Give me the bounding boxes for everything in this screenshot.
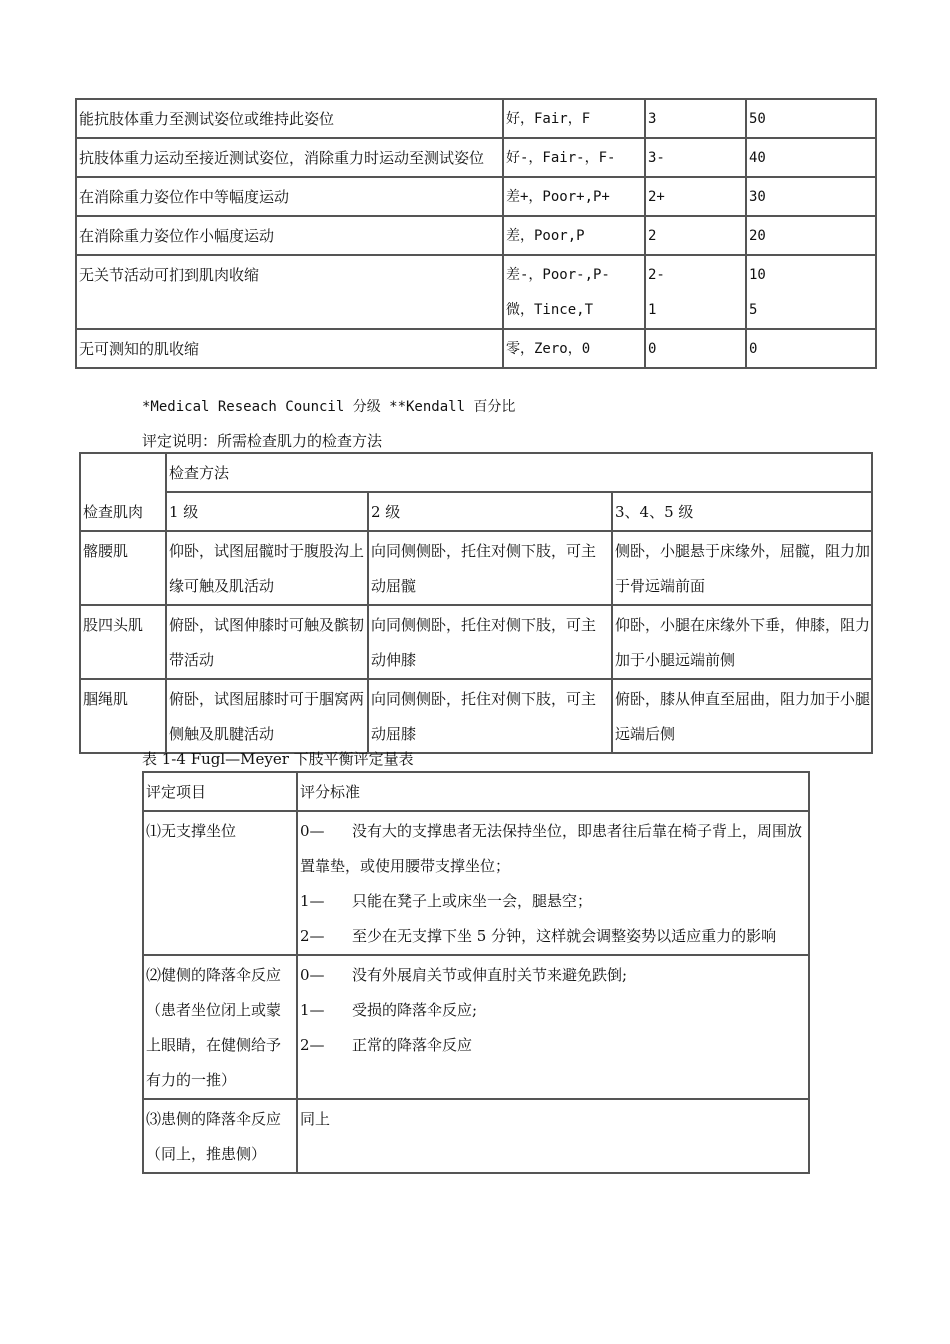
column-header-criteria: 评分标准 [297,772,809,811]
column-header-grade1: 1 级 [166,492,368,531]
mrc-grade: 好，Fair，F [503,99,645,138]
mrc-grade: 差，Poor,P [503,216,645,255]
criteria-text: 至少在无支撑下坐 5 分钟，这样就会调整姿势以适应重力的影响 [352,927,777,945]
grade-number [645,255,746,329]
mrc-grade [503,255,645,329]
grade-description: 无可测知的肌收缩 [76,329,503,368]
column-header-grade2: 2 级 [368,492,612,531]
kendall-percent: 30 [746,177,876,216]
table-row [143,811,809,955]
fm-item: ⑴无支撑坐位 [143,811,297,955]
method-table [79,452,873,754]
column-header-item: 评定项目 [143,772,297,811]
grade2-method: 向同侧侧卧，托住对侧下肢，可主动伸膝 [368,605,612,679]
fm-item: ⑶患侧的降落伞反应（同上，推患侧） [143,1099,297,1173]
fm-table [142,771,810,1174]
table-row [76,177,876,216]
grade345-method: 侧卧，小腿悬于床缘外，屈髋，阻力加于骨远端前面 [612,531,872,605]
table-row [76,99,876,138]
criteria-line [300,993,807,1028]
grade-number: 2+ [645,177,746,216]
fm-criteria [297,955,809,1099]
muscle-name: 腘绳肌 [80,679,166,753]
table-row [80,605,872,679]
table-header-row [143,772,809,811]
mrc-grade: 零，Zero，0 [503,329,645,368]
grade-number-line2: 1 [648,302,657,318]
table-row [76,216,876,255]
criteria-text: 没有大的支撑患者无法保持坐位，即患者往后靠在椅子背上，周围放置靠垫，或使用腰带支撑坐位； [300,822,803,875]
grade-number-line1: 2- [648,267,665,283]
grade-number: 3 [645,99,746,138]
grade-number: 0 [645,329,746,368]
kendall-percent-line2: 5 [749,302,758,318]
kendall-percent-line1: 10 [749,267,766,283]
table-row [76,255,876,329]
criteria-score: 0— [300,966,325,984]
criteria-line [300,958,807,993]
footnote: *Medical Reseach Council 分级 **Kendall 百分比 [142,399,516,415]
kendall-percent [746,255,876,329]
criteria-score: 0— [300,822,325,840]
grade-number: 3- [645,138,746,177]
criteria-score: 1— [300,892,325,910]
mrc-grade: 差+，Poor+,P+ [503,177,645,216]
criteria-line [300,814,807,884]
mrc-grade-line2: 微，Tince,T [506,302,594,318]
grade345-method: 仰卧，小腿在床缘外下垂，伸膝，阻力加于小腿远端前侧 [612,605,872,679]
criteria-score: 2— [300,927,325,945]
grade-number: 2 [645,216,746,255]
table-header-row [80,453,872,492]
criteria-text: 正常的降落伞反应 [352,1036,473,1054]
fm-criteria [297,811,809,955]
grade1-method: 仰卧，试图屈髋时于腹股沟上缘可触及肌活动 [166,531,368,605]
muscle-name: 髂腰肌 [80,531,166,605]
grade2-method: 向同侧侧卧，托住对侧下肢，可主动屈髋 [368,531,612,605]
criteria-text: 受损的降落伞反应; [352,1001,478,1019]
criteria-text: 只能在凳子上或床坐一会，腿悬空； [352,892,593,910]
kendall-percent: 0 [746,329,876,368]
grade-description: 无关节活动可扪到肌肉收缩 [76,255,503,329]
grade-description: 抗肢体重力运动至接近测试姿位，消除重力时运动至测试姿位 [76,138,503,177]
grade-description: 在消除重力姿位作小幅度运动 [76,216,503,255]
kendall-percent: 20 [746,216,876,255]
criteria-score: 2— [300,1036,325,1054]
table-row [76,138,876,177]
fm-table-title: 表 1-4 Fugl—Meyer 下肢平衡评定量表 [142,750,414,768]
kendall-percent: 50 [746,99,876,138]
column-header-muscle: 检查肌肉 [80,453,166,531]
criteria-line [300,919,807,954]
criteria-line [300,884,807,919]
grade1-method: 俯卧，试图屈膝时可于腘窝两侧触及肌腱活动 [166,679,368,753]
table-row [143,1099,809,1173]
table-row [143,955,809,1099]
criteria-text: 没有外展肩关节或伸直肘关节来避免跌倒; [352,966,628,984]
column-header-method: 检查方法 [166,453,872,492]
criteria-score: 1— [300,1001,325,1019]
table-row [76,329,876,368]
grade-description: 能抗肢体重力至测试姿位或维持此姿位 [76,99,503,138]
grade1-method: 俯卧，试图伸膝时可触及髌韧带活动 [166,605,368,679]
method-title: 评定说明：所需检查肌力的检查方法 [142,432,383,450]
table-row [80,531,872,605]
fm-criteria: 同上 [297,1099,809,1173]
grade345-method: 俯卧，膝从伸直至屈曲，阻力加于小腿远端后侧 [612,679,872,753]
mrc-grade: 好-，Fair-，F- [503,138,645,177]
kendall-percent: 40 [746,138,876,177]
grade-table [75,98,877,369]
table-header-row [80,492,872,531]
fm-item: ⑵健侧的降落伞反应（患者坐位闭上或蒙上眼睛，在健侧给予有力的一推） [143,955,297,1099]
column-header-grade345: 3、4、5 级 [612,492,872,531]
mrc-grade-line1: 差-，Poor-,P- [506,267,610,283]
criteria-line [300,1028,807,1063]
grade2-method: 向同侧侧卧，托住对侧下肢，可主动屈膝 [368,679,612,753]
muscle-name: 股四头肌 [80,605,166,679]
grade-description: 在消除重力姿位作中等幅度运动 [76,177,503,216]
